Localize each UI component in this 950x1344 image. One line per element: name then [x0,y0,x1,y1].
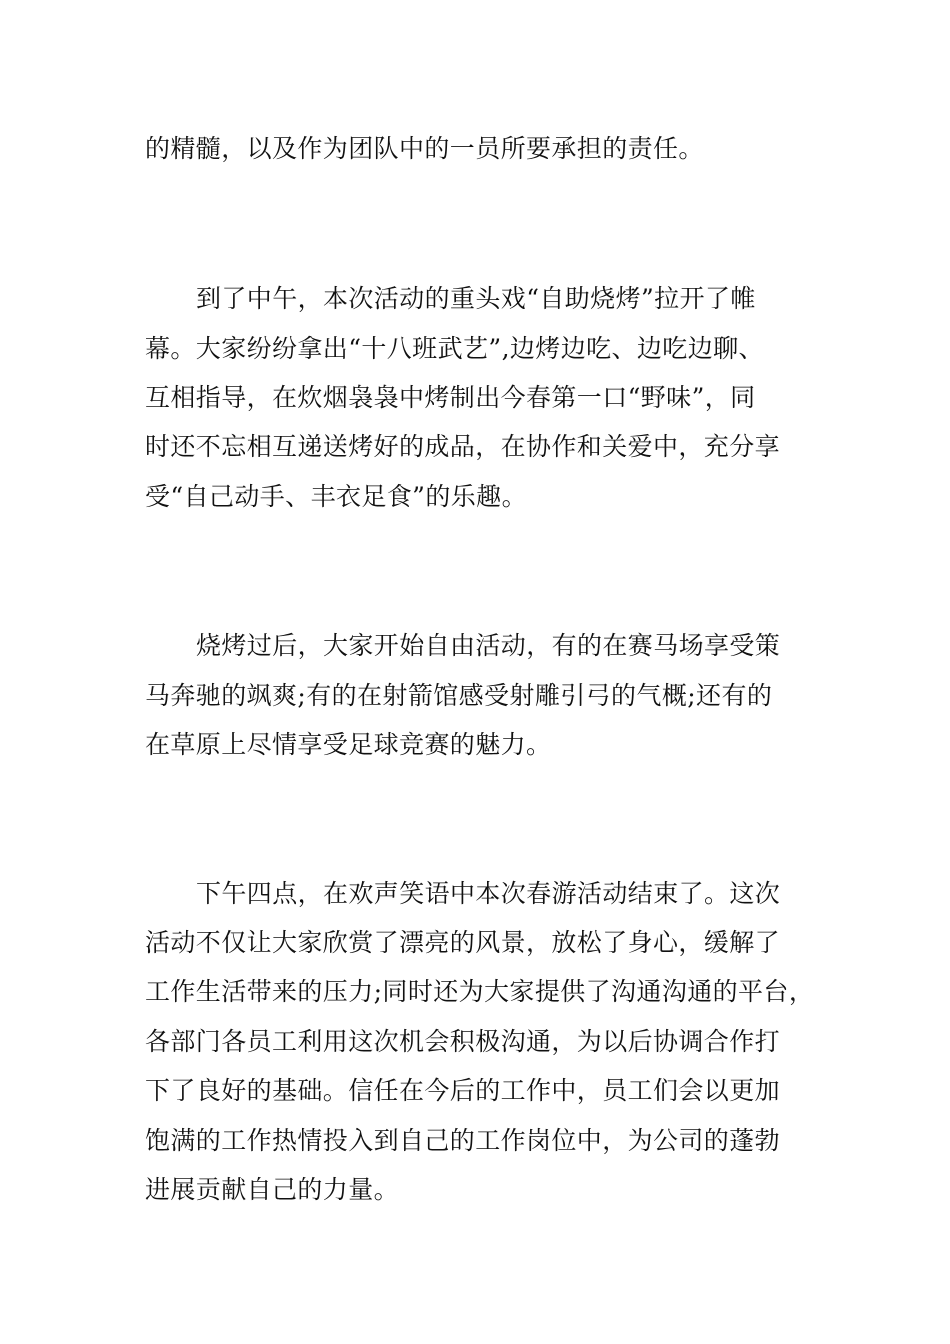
paragraph-3-line-1: 烧烤过后，大家开始自由活动，有的在赛马场享受策 [196,631,781,660]
paragraph-4-line-4: 各部门各员工利用这次机会积极沟通，为以后协调合作打 [145,1027,781,1056]
paragraph-2-line-1: 到了中午，本次活动的重头戏“自助烧烤”拉开了帷 [196,284,756,313]
paragraph-4-line-7: 进展贡献自己的力量。 [145,1175,400,1204]
paragraph-2-line-4: 时还不忘相互递送烤好的成品，在协作和关爱中，充分享 [145,432,781,461]
paragraph-1-line-1: 的精髓，以及作为团队中的一员所要承担的责任。 [145,134,704,163]
paragraph-4-line-2: 活动不仅让大家欣赏了漂亮的风景，放松了身心，缓解了 [145,928,781,957]
paragraph-2-line-3: 互相指导，在炊烟袅袅中烤制出今春第一口“野味”，同 [145,383,756,412]
paragraph-2-line-2: 幕。大家纷纷拿出“十八班武艺”,边烤边吃、边吃边聊、 [145,334,764,363]
paragraph-4-line-6: 饱满的工作热情投入到自己的工作岗位中，为公司的蓬勃 [145,1126,781,1155]
paragraph-4-line-5: 下了良好的基础。信任在今后的工作中，员工们会以更加 [145,1076,781,1105]
paragraph-3-line-2: 马奔驰的飒爽;有的在射箭馆感受射雕引弓的气概;还有的 [145,681,773,710]
paragraph-3-line-3: 在草原上尽情享受足球竞赛的魅力。 [145,730,552,759]
paragraph-4-line-1: 下午四点，在欢声笑语中本次春游活动结束了。这次 [196,879,781,908]
paragraph-4-line-3: 工作生活带来的压力;同时还为大家提供了沟通沟通的平台， [145,977,815,1006]
paragraph-2-line-5: 受“自己动手、丰衣足食”的乐趣。 [145,482,527,511]
